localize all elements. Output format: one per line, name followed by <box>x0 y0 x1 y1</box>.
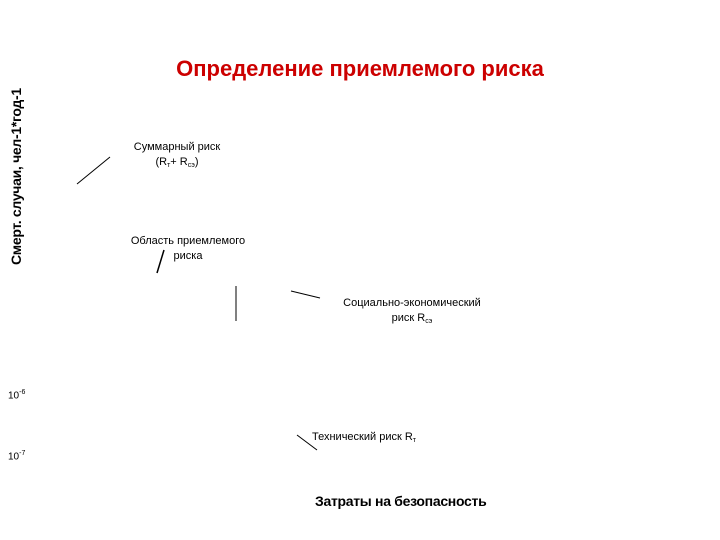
y-tick-1e-6: $10^{-6}$ <box>8 389 26 402</box>
acceptable-risk-line2: риска <box>173 250 203 262</box>
total-risk-line1: Суммарный риск <box>133 141 221 153</box>
socio-economic-line1: Социально-экономический <box>343 297 481 309</box>
x-axis-label: Затраты на безопасность <box>315 493 487 509</box>
technical-risk-label: Технический риск $R_т$ <box>312 431 416 444</box>
page-title: Определение приемлемого риска <box>176 56 544 81</box>
acceptable-risk-leader <box>157 250 164 273</box>
socio-economic-leader <box>291 291 320 298</box>
total-risk-leader <box>77 157 110 184</box>
technical-risk-leader <box>297 435 317 450</box>
total-risk-line2: $(R_т+ R_{сэ})$ <box>155 156 199 169</box>
y-axis-label: Смерт. случаи, чел-1*год-1 <box>8 88 24 265</box>
y-tick-1e-7: $10^{-7}$ <box>8 450 26 463</box>
socio-economic-line2: риск $R_{сэ}$ <box>391 312 433 325</box>
acceptable-risk-line1: Область приемлемого <box>130 235 246 247</box>
